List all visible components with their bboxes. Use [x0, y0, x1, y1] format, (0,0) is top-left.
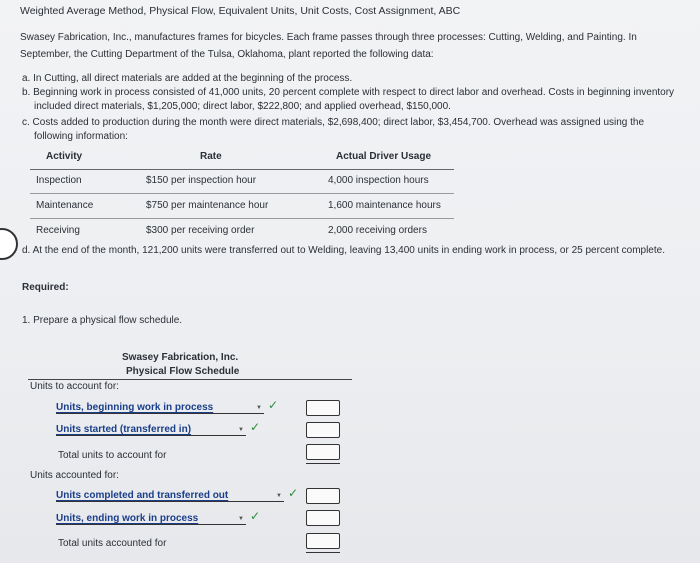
- select-beginning-wip-value: Units, beginning work in process: [56, 402, 214, 413]
- row-rule: [30, 193, 454, 194]
- caret-down-icon: ▼: [238, 427, 244, 433]
- total-accounted-label: Total units accounted for: [58, 538, 167, 549]
- select-units-started-value: Units started (transferred in): [56, 424, 192, 435]
- required-label: Required:: [22, 282, 69, 293]
- schedule-title: Physical Flow Schedule: [126, 366, 240, 377]
- table-header-rule: [30, 169, 454, 170]
- units-accounted-label: Units accounted for:: [30, 470, 119, 481]
- select-units-completed-value: Units completed and transferred out: [56, 490, 229, 501]
- table-row: Inspection: [36, 175, 82, 186]
- radio-marker: [0, 228, 18, 260]
- checkmark-icon: ✓: [250, 509, 261, 523]
- total-underline: [306, 463, 340, 464]
- table-cell: 1,600 maintenance hours: [328, 200, 441, 211]
- answer-input-total-to-account[interactable]: [306, 444, 340, 460]
- units-to-account-label: Units to account for:: [30, 381, 119, 392]
- item-c: c. Costs added to production during the month were direct materials, $2,698,400; direct labor, $3,454,700. Overhead was assigned using the following information:: [22, 117, 645, 142]
- select-ending-wip-value: Units, ending work in process: [56, 513, 199, 524]
- item-b: b. Beginning work in process consisted of 41,000 units, 20 percent complete with respect to direct labor and overhead. Costs in beginning inventory included direct materials, $1,205,000; direct labor, $222,800; and applied overhead, $150,000.: [22, 87, 675, 112]
- table-row: Receiving: [36, 225, 80, 236]
- total-underline: [306, 552, 340, 553]
- select-ending-wip[interactable]: [56, 511, 246, 525]
- table-header-usage: Actual Driver Usage: [336, 151, 432, 162]
- caret-down-icon: ▼: [256, 405, 262, 411]
- item-a: a. In Cutting, all direct materials are added at the beginning of the process.: [22, 73, 353, 84]
- answer-input-total-accounted[interactable]: [306, 533, 340, 549]
- select-units-started[interactable]: [56, 422, 246, 436]
- schedule-rule: [28, 379, 352, 380]
- select-beginning-wip[interactable]: [56, 400, 264, 414]
- answer-input-units-started[interactable]: [306, 422, 340, 438]
- table-row: Maintenance: [36, 200, 94, 211]
- checkmark-icon: ✓: [250, 420, 261, 434]
- checkmark-icon: ✓: [268, 398, 279, 412]
- select-units-completed[interactable]: [56, 488, 284, 502]
- checkmark-icon: ✓: [288, 486, 299, 500]
- table-header-rate: Rate: [200, 151, 222, 162]
- table-cell: $750 per maintenance hour: [146, 200, 269, 211]
- problem-title: Weighted Average Method, Physical Flow, Equivalent Units, Unit Costs, Cost Assignment, ABC: [20, 5, 461, 17]
- caret-down-icon: ▼: [276, 493, 282, 499]
- table-header-activity: Activity: [46, 151, 83, 162]
- table-cell: 2,000 receiving orders: [328, 225, 427, 236]
- schedule-company: Swasey Fabrication, Inc.: [122, 352, 239, 363]
- intro-paragraph: Swasey Fabrication, Inc., manufactures frames for bicycles. Each frame passes through three processes: Cutting, Welding, and Painting. In September, the Cutting Department of the Tulsa, Oklahoma, plant reported the following data:: [20, 32, 637, 60]
- caret-down-icon: ▼: [238, 516, 244, 522]
- answer-input-beginning-wip[interactable]: [306, 400, 340, 416]
- answer-input-ending-wip[interactable]: [306, 510, 340, 526]
- table-cell: $150 per inspection hour: [146, 175, 257, 186]
- row-rule: [30, 218, 454, 219]
- item-d: d. At the end of the month, 121,200 units were transferred out to Welding, leaving 13,400 units in ending work in process, or 25 percent complete.: [22, 245, 665, 256]
- question-text: 1. Prepare a physical flow schedule.: [22, 315, 183, 326]
- table-cell: 4,000 inspection hours: [328, 175, 429, 186]
- table-cell: $300 per receiving order: [146, 225, 255, 236]
- total-to-account-label: Total units to account for: [58, 450, 167, 461]
- answer-input-units-completed[interactable]: [306, 488, 340, 504]
